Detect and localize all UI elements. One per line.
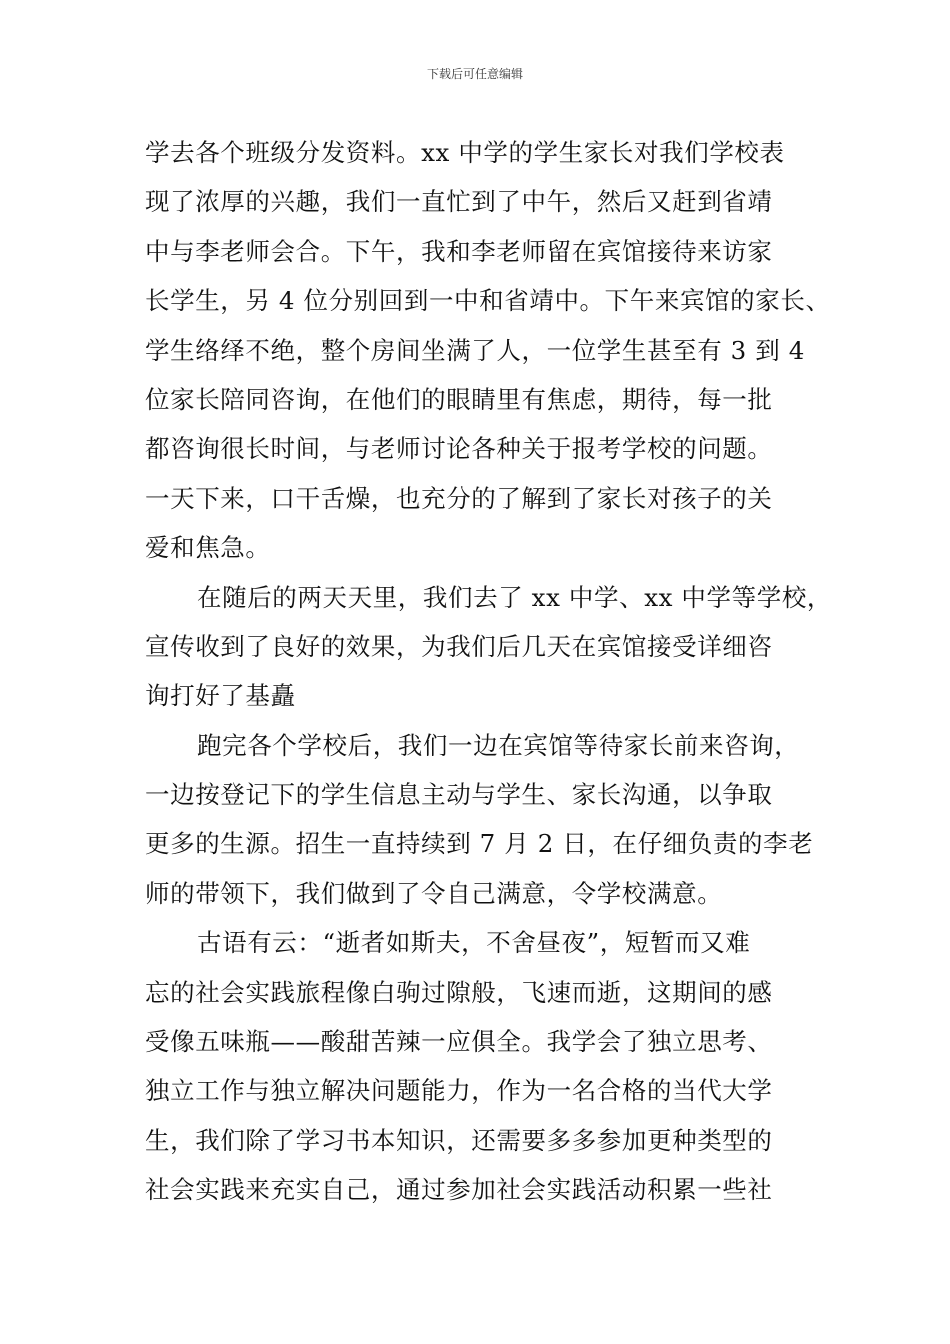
- text-line: 受像五味瓶——酸甜苦辣一应俱全。我学会了独立思考、: [145, 1027, 773, 1057]
- text-line: 现了浓厚的兴趣，我们一直忙到了中午，然后又赶到省靖: [145, 187, 773, 217]
- text-line: 中与李老师会合。下午，我和李老师留在宾馆接待来访家: [145, 236, 773, 266]
- text-line: 一天下来，口干舌燥，也充分的了解到了家长对孩子的关: [145, 483, 773, 513]
- paragraph-start-line: 古语有云：“逝者如斯夫，不舍昼夜”，短暂而又难: [197, 928, 751, 958]
- document-body: [145, 128, 833, 1215]
- text-line: 社会实践来充实自己，通过参加社会实践活动积累一些社: [145, 1175, 773, 1205]
- text-line: 位家长陪同咨询，在他们的眼睛里有焦虑，期待，每一批: [145, 384, 773, 414]
- paragraph-start-line: 跑完各个学校后，我们一边在宾馆等待家长前来咨询，: [197, 730, 800, 760]
- paragraph-start-line: 在随后的两天天里，我们去了 xx 中学、xx 中学等学校，: [197, 582, 833, 612]
- page-header: 下载后可任意编辑: [426, 67, 523, 81]
- text-line: 爱和焦急。: [145, 533, 271, 563]
- text-line: 独立工作与独立解决问题能力，作为一名合格的当代大学: [145, 1076, 773, 1106]
- text-line: 长学生，另 4 位分别回到一中和省靖中。下午来宾馆的家长、: [145, 286, 831, 316]
- text-line: 更多的生源。招生一直持续到 7 月 2 日，在仔细负责的李老: [145, 829, 814, 859]
- text-line: 忘的社会实践旅程像白驹过隙般，飞速而逝，这期间的感: [145, 977, 773, 1007]
- text-line: 宣传收到了良好的效果，为我们后几天在宾馆接受详细咨: [145, 631, 773, 661]
- text-line: 生，我们除了学习书本知识，还需要多多参加更种类型的: [145, 1125, 773, 1155]
- text-line: 学去各个班级分发资料。xx 中学的学生家长对我们学校表: [145, 138, 785, 167]
- text-line: 学生络绎不绝，整个房间坐满了人，一位学生甚至有 3 到 4: [145, 335, 805, 365]
- text-line: 都咨询很长时间，与老师讨论各种关于报考学校的问题。: [145, 434, 773, 464]
- text-line: 询打好了基矗: [145, 681, 296, 711]
- text-line: 一边按登记下的学生信息主动与学生、家长沟通，以争取: [145, 780, 773, 810]
- text-line: 师的带领下，我们做到了令自己满意，令学校满意。: [145, 878, 723, 908]
